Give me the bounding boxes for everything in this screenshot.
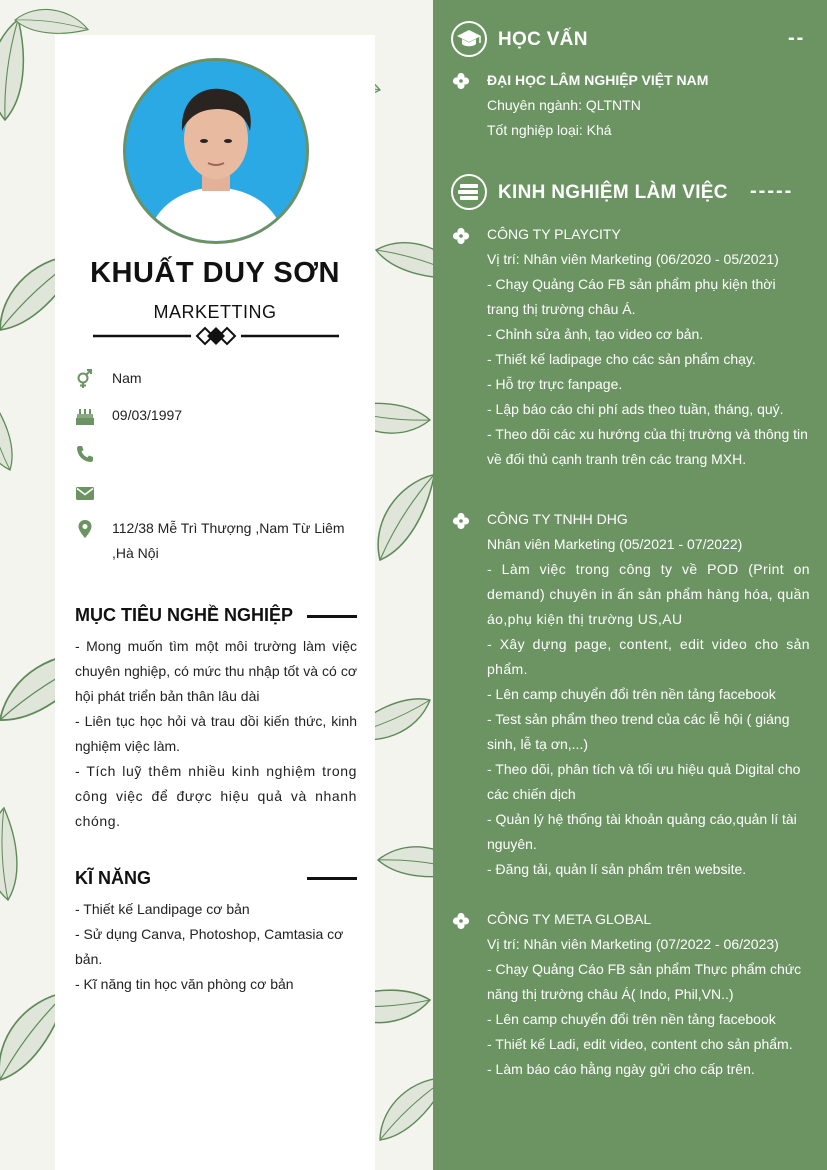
flower-icon <box>452 912 470 930</box>
grade: Tốt nghiệp loại: Khá <box>487 122 612 138</box>
job-duty: - Làm báo cáo hằng ngày gửi cho cấp trên. <box>487 1061 755 1077</box>
books-icon <box>451 174 487 210</box>
flower-icon <box>452 512 470 530</box>
job-duty: - Hỗ trợ trực fanpage. <box>487 376 623 392</box>
candidate-name: KHUẤT DUY SƠN <box>90 257 340 289</box>
experience-dash: ----- <box>750 180 794 202</box>
objective-line: - Liên tục học hỏi và trau dồi kiến thức, kinh nghiệm việc làm. <box>75 713 357 754</box>
job-duty: - Làm việc trong công ty về POD (Print on demand) chuyên in ấn sản phẩm hàng hóa, quần áo,phụ kiện thị trường US,AU <box>487 561 810 627</box>
major: Chuyên ngành: QLTNTN <box>487 97 641 113</box>
job-duty: - Đăng tải, quản lí sản phẩm trên website. <box>487 861 747 877</box>
education-dash: -- <box>788 27 806 49</box>
job-duty: - Chỉnh sửa ảnh, tạo video cơ bản. <box>487 326 704 342</box>
skill-line: - Sử dụng Canva, Photoshop, Camtasia cơ bản. <box>75 926 344 967</box>
job-entry <box>487 907 810 1082</box>
skills-text <box>75 897 357 997</box>
job-entry <box>487 507 810 882</box>
education-details <box>487 68 810 143</box>
job-company: CÔNG TY PLAYCITY <box>487 226 621 242</box>
job-duty: - Thiết kế Ladi, edit video, content cho sản phẩm. <box>487 1036 793 1052</box>
job-position: Vị trí: Nhân viên Marketing (07/2022 - 06/2023) <box>487 936 779 952</box>
gender-icon <box>75 369 95 389</box>
job-duty: - Chạy Quảng Cáo FB sản phẩm phụ kiện thời trang thị trường châu Á. <box>487 276 776 317</box>
job-position: Vị trí: Nhân viên Marketing (06/2020 - 05/2021) <box>487 251 779 267</box>
skill-line: - Kĩ năng tin học văn phòng cơ bản <box>75 976 294 992</box>
objective-line: - Tích luỹ thêm nhiều kinh nghiệm trong công việc để được hiệu quả và nhanh chóng. <box>75 763 357 829</box>
gender-value: Nam <box>112 370 142 386</box>
location-pin-icon <box>75 519 95 539</box>
portrait-photo <box>126 61 306 241</box>
job-duty: - Lên camp chuyển đổi trên nền tảng facebook <box>487 686 776 702</box>
school-name: ĐẠI HỌC LÂM NGHIỆP VIỆT NAM <box>487 72 709 88</box>
objective-line: - Mong muốn tìm một môi trường làm việc chuyên nghiệp, có mức thu nhập tốt và có cơ hội phát triển bản thân lâu dài <box>75 638 357 704</box>
objective-title: MỤC TIÊU NGHỀ NGHIỆP <box>75 605 294 625</box>
name-divider <box>93 325 339 347</box>
job-duty: - Theo dõi các xu hướng của thị trường và thông tin về đối thủ cạnh tranh trên các trang MXH. <box>487 426 808 467</box>
avatar <box>123 58 309 244</box>
email-icon <box>75 483 95 503</box>
job-duty: - Test sản phẩm theo trend của các lễ hội ( giáng sinh, lễ tạ ơn,...) <box>487 711 790 752</box>
objective-text <box>75 634 357 834</box>
skills-title: KĨ NĂNG <box>75 868 151 888</box>
job-company: CÔNG TY META GLOBAL <box>487 911 652 927</box>
job-entry <box>487 222 810 472</box>
skills-title-line <box>307 877 357 880</box>
education-title: HỌC VẤN <box>498 29 588 50</box>
job-position: Nhân viên Marketing (05/2021 - 07/2022) <box>487 536 743 552</box>
job-duty: - Thiết kế ladipage cho các sản phẩm chạy. <box>487 351 756 367</box>
flower-icon <box>452 72 470 90</box>
objective-title-line <box>307 615 357 618</box>
experience-title: KINH NGHIỆM LÀM VIỆC <box>498 182 728 203</box>
job-duty: - Theo dõi, phân tích và tối ưu hiệu quả Digital cho các chiến dịch <box>487 761 801 802</box>
birthday-value: 09/03/1997 <box>112 407 183 423</box>
flower-icon <box>452 227 470 245</box>
job-duty: - Quản lý hệ thống tài khoản quảng cáo,quản lí tài nguyên. <box>487 811 797 852</box>
job-duty: - Lên camp chuyển đổi trên nền tảng facebook <box>487 1011 776 1027</box>
job-duty: - Chạy Quảng Cáo FB sản phẩm Thực phẩm chức năng thị trường châu Á( Indo, Phil,VN..) <box>487 961 802 1002</box>
job-duty: - Xây dựng page, content, edit video cho sản phẩm. <box>487 636 810 677</box>
graduation-cap-icon <box>451 21 487 57</box>
candidate-role: MARKETTING <box>153 302 277 322</box>
address-value: 112/38 Mễ Trì Thượng ,Nam Từ Liêm ,Hà Nội <box>112 520 345 561</box>
phone-icon <box>75 444 95 464</box>
cake-icon <box>75 406 95 426</box>
job-company: CÔNG TY TNHH DHG <box>487 511 628 527</box>
skill-line: - Thiết kế Landipage cơ bản <box>75 901 250 917</box>
job-duty: - Lập báo cáo chi phí ads theo tuần, tháng, quý. <box>487 401 784 417</box>
